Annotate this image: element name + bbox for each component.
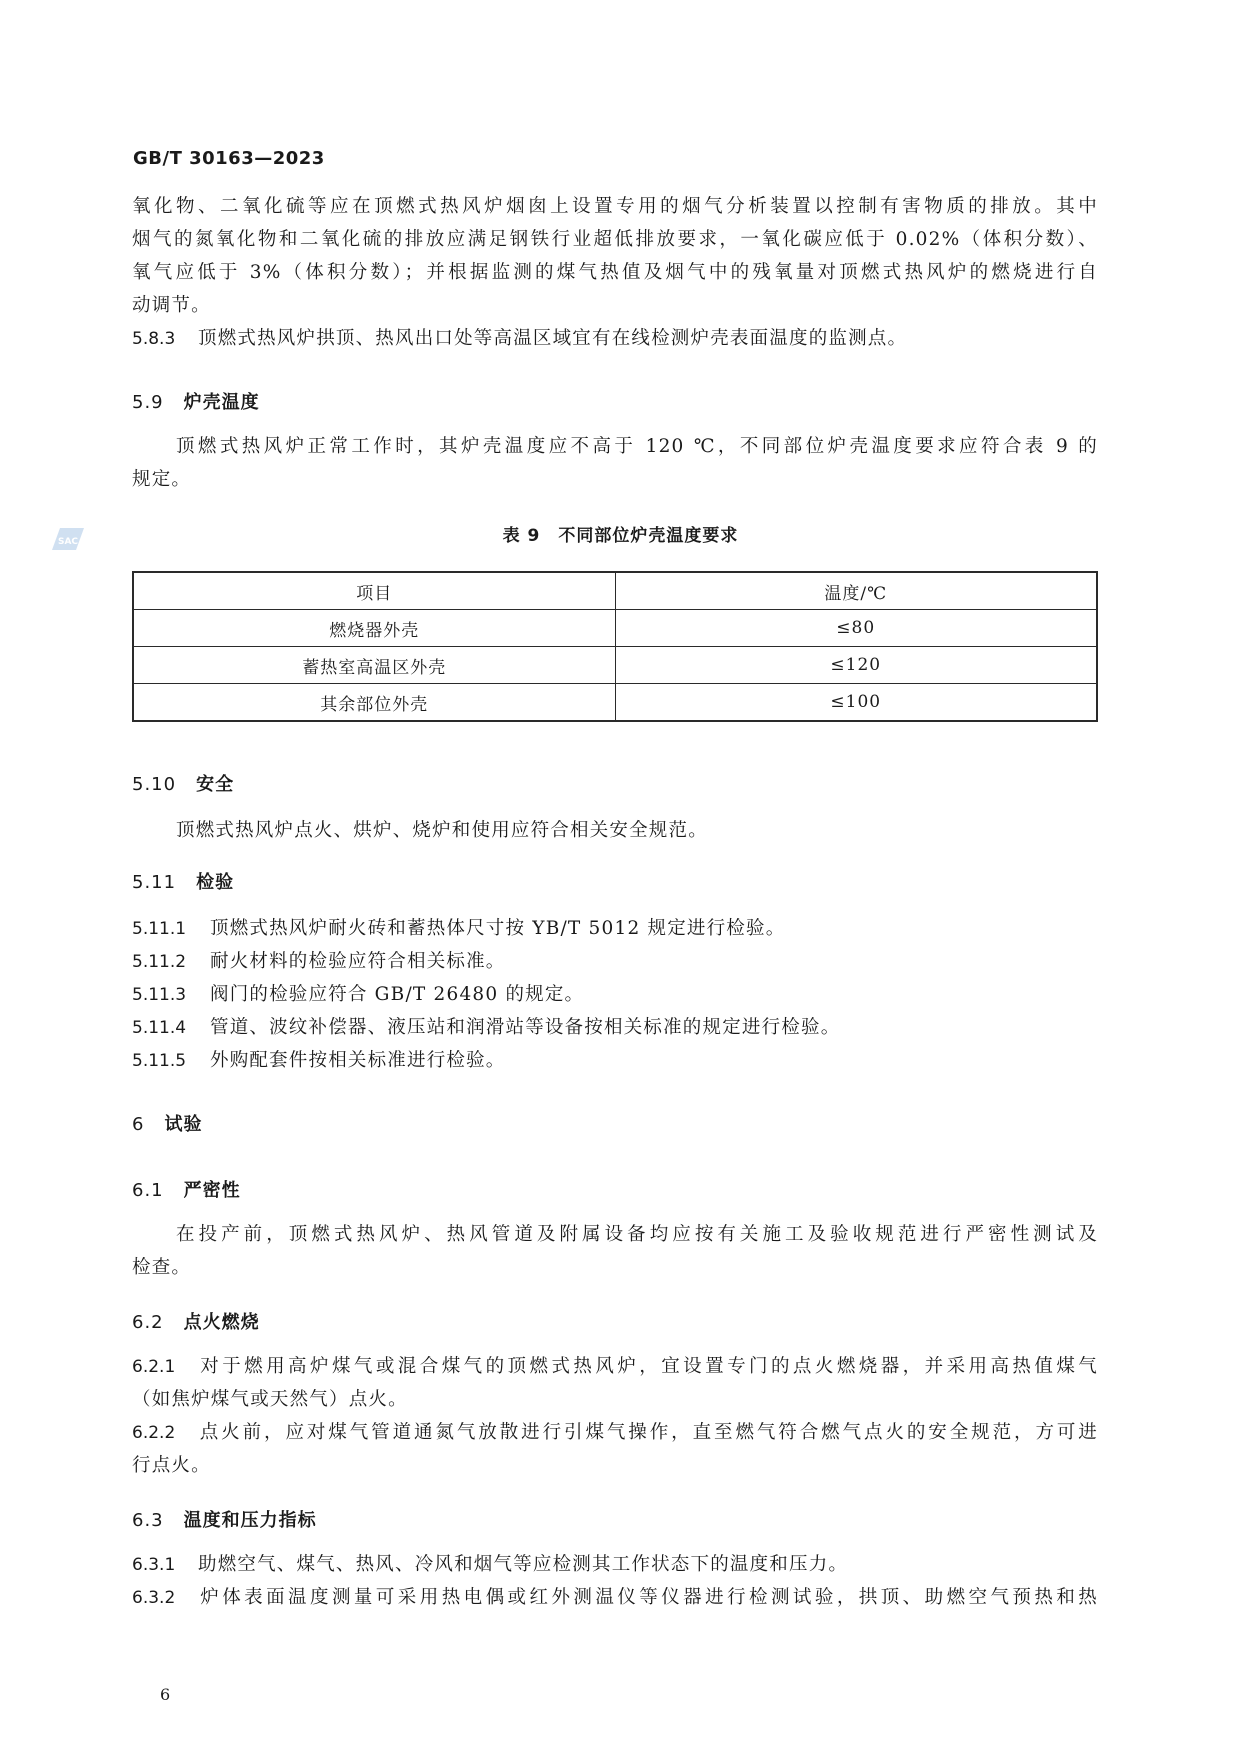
clause-text: 点火前，应对煤气管道通氮气放散进行引煤气操作，直至燃气符合燃气点火的安全规范，方可进 <box>198 1422 1098 1443</box>
paragraph-line: 氧气应低于 3%（体积分数）；并根据监测的煤气热值及烟气中的残氧量对顶燃式热风炉的燃烧进行自 <box>132 262 1098 283</box>
table-row <box>133 647 1097 684</box>
section-heading-5-10 <box>132 770 234 796</box>
clause-text: 顶燃式热风炉拱顶、热风出口处等高温区域宜有在线检测炉壳表面温度的监测点。 <box>198 328 908 349</box>
chapter-heading-6 <box>132 1110 202 1136</box>
clause-text: 耐火材料的检验应符合相关标准。 <box>210 951 506 972</box>
paragraph-line: 检查。 <box>132 1257 192 1278</box>
table-cell: ≤120 <box>615 647 1097 684</box>
table-caption: 表 9 不同部位炉壳温度要求 <box>502 526 739 546</box>
chapter-title: 试验 <box>164 1114 203 1135</box>
clause-number: 6.2.1 <box>132 1357 176 1377</box>
section-title: 温度和压力指标 <box>183 1510 317 1531</box>
table-cell: ≤80 <box>615 610 1097 647</box>
clause-number: 6.3.1 <box>132 1555 176 1575</box>
clause-number: 5.11.4 <box>132 1018 187 1038</box>
section-heading-6-2 <box>132 1308 260 1334</box>
table-row <box>133 684 1097 722</box>
list-item <box>132 1416 1098 1450</box>
clause-text: 管道、波纹补偿器、液压站和润滑站等设备按相关标准的规定进行检验。 <box>210 1017 841 1038</box>
clause-number: 5.11.1 <box>132 919 187 939</box>
clause-number: 5.8.3 <box>132 329 176 349</box>
table-row <box>133 610 1097 647</box>
clause-text: 外购配套件按相关标准进行检验。 <box>210 1050 506 1071</box>
section-heading-5-9 <box>132 388 260 414</box>
list-item <box>132 912 785 946</box>
section-title: 严密性 <box>183 1180 241 1201</box>
section-title: 安全 <box>196 774 235 795</box>
section-title: 炉壳温度 <box>183 392 260 413</box>
paragraph-line: 顶燃式热风炉点火、烘炉、烧炉和使用应符合相关安全规范。 <box>176 820 708 841</box>
table-cell: 蓄热室高温区外壳 <box>133 647 615 684</box>
section-heading-5-11 <box>132 868 234 894</box>
paragraph-line: 氧化物、二氧化硫等应在顶燃式热风炉烟囱上设置专用的烟气分析装置以控制有害物质的排放。其中 <box>132 196 1098 217</box>
section-number: 6.1 <box>132 1180 164 1201</box>
clause-text: 顶燃式热风炉耐火砖和蓄热体尺寸按 YB/T 5012 规定进行检验。 <box>210 918 786 939</box>
clause-number: 5.11.5 <box>132 1051 187 1071</box>
table-cell: 燃烧器外壳 <box>133 610 615 647</box>
clause-5-8-3 <box>132 322 907 356</box>
table-header-cell: 温度/℃ <box>615 572 1097 610</box>
paragraph-line: 规定。 <box>132 469 192 490</box>
paragraph-line: 顶燃式热风炉正常工作时，其炉壳温度应不高于 120 ℃，不同部位炉壳温度要求应符合表 9 的 <box>176 436 1098 457</box>
clause-text: 炉体表面温度测量可采用热电偶或红外测温仪等仪器进行检测试验，拱顶、助燃空气预热和热 <box>198 1587 1098 1608</box>
list-item <box>132 1011 840 1045</box>
clause-number: 5.11.2 <box>132 952 187 972</box>
svg-text:SAC: SAC <box>57 537 79 547</box>
section-number: 5.10 <box>132 774 177 795</box>
list-item <box>132 978 584 1012</box>
section-number: 6.2 <box>132 1312 164 1333</box>
section-heading-6-1 <box>132 1176 241 1202</box>
chapter-number: 6 <box>132 1114 145 1135</box>
paragraph-line: 在投产前，顶燃式热风炉、热风管道及附属设备均应按有关施工及验收规范进行严密性测试及 <box>176 1224 1098 1245</box>
clause-number: 5.11.3 <box>132 985 187 1005</box>
section-title: 检验 <box>196 872 235 893</box>
section-number: 5.11 <box>132 872 177 893</box>
table-header-row <box>133 572 1097 610</box>
table-cell: ≤100 <box>615 684 1097 722</box>
clause-number: 6.3.2 <box>132 1588 176 1608</box>
clause-text: 阀门的检验应符合 GB/T 26480 的规定。 <box>210 984 585 1005</box>
section-number: 6.3 <box>132 1510 164 1531</box>
paragraph-line: 行点火。 <box>132 1455 211 1476</box>
section-heading-6-3 <box>132 1506 317 1532</box>
clause-text: 对于燃用高炉煤气或混合煤气的顶燃式热风炉，宜设置专门的点火燃烧器，并采用高热值煤气 <box>198 1356 1098 1377</box>
page-number: 6 <box>160 1685 171 1704</box>
paragraph-line: 烟气的氮氧化物和二氧化硫的排放应满足钢铁行业超低排放要求，一氧化碳应低于 0.02%（体积分数）、 <box>132 229 1098 250</box>
paragraph-line: 动调节。 <box>132 295 211 316</box>
list-item <box>132 1548 848 1582</box>
list-item <box>132 945 506 979</box>
clause-text: 助燃空气、煤气、热风、冷风和烟气等应检测其工作状态下的温度和压力。 <box>198 1554 849 1575</box>
section-title: 点火燃烧 <box>183 1312 260 1333</box>
list-item <box>132 1044 506 1078</box>
list-item <box>132 1581 1098 1615</box>
paragraph-line: （如焦炉煤气或天然气）点火。 <box>132 1389 408 1410</box>
table-header-cell: 项目 <box>133 572 615 610</box>
section-number: 5.9 <box>132 392 164 413</box>
clause-number: 6.2.2 <box>132 1423 176 1443</box>
standard-code: GB/T 30163—2023 <box>133 148 325 169</box>
table-cell: 其余部位外壳 <box>133 684 615 722</box>
temperature-table <box>132 571 1098 722</box>
list-item <box>132 1350 1098 1384</box>
